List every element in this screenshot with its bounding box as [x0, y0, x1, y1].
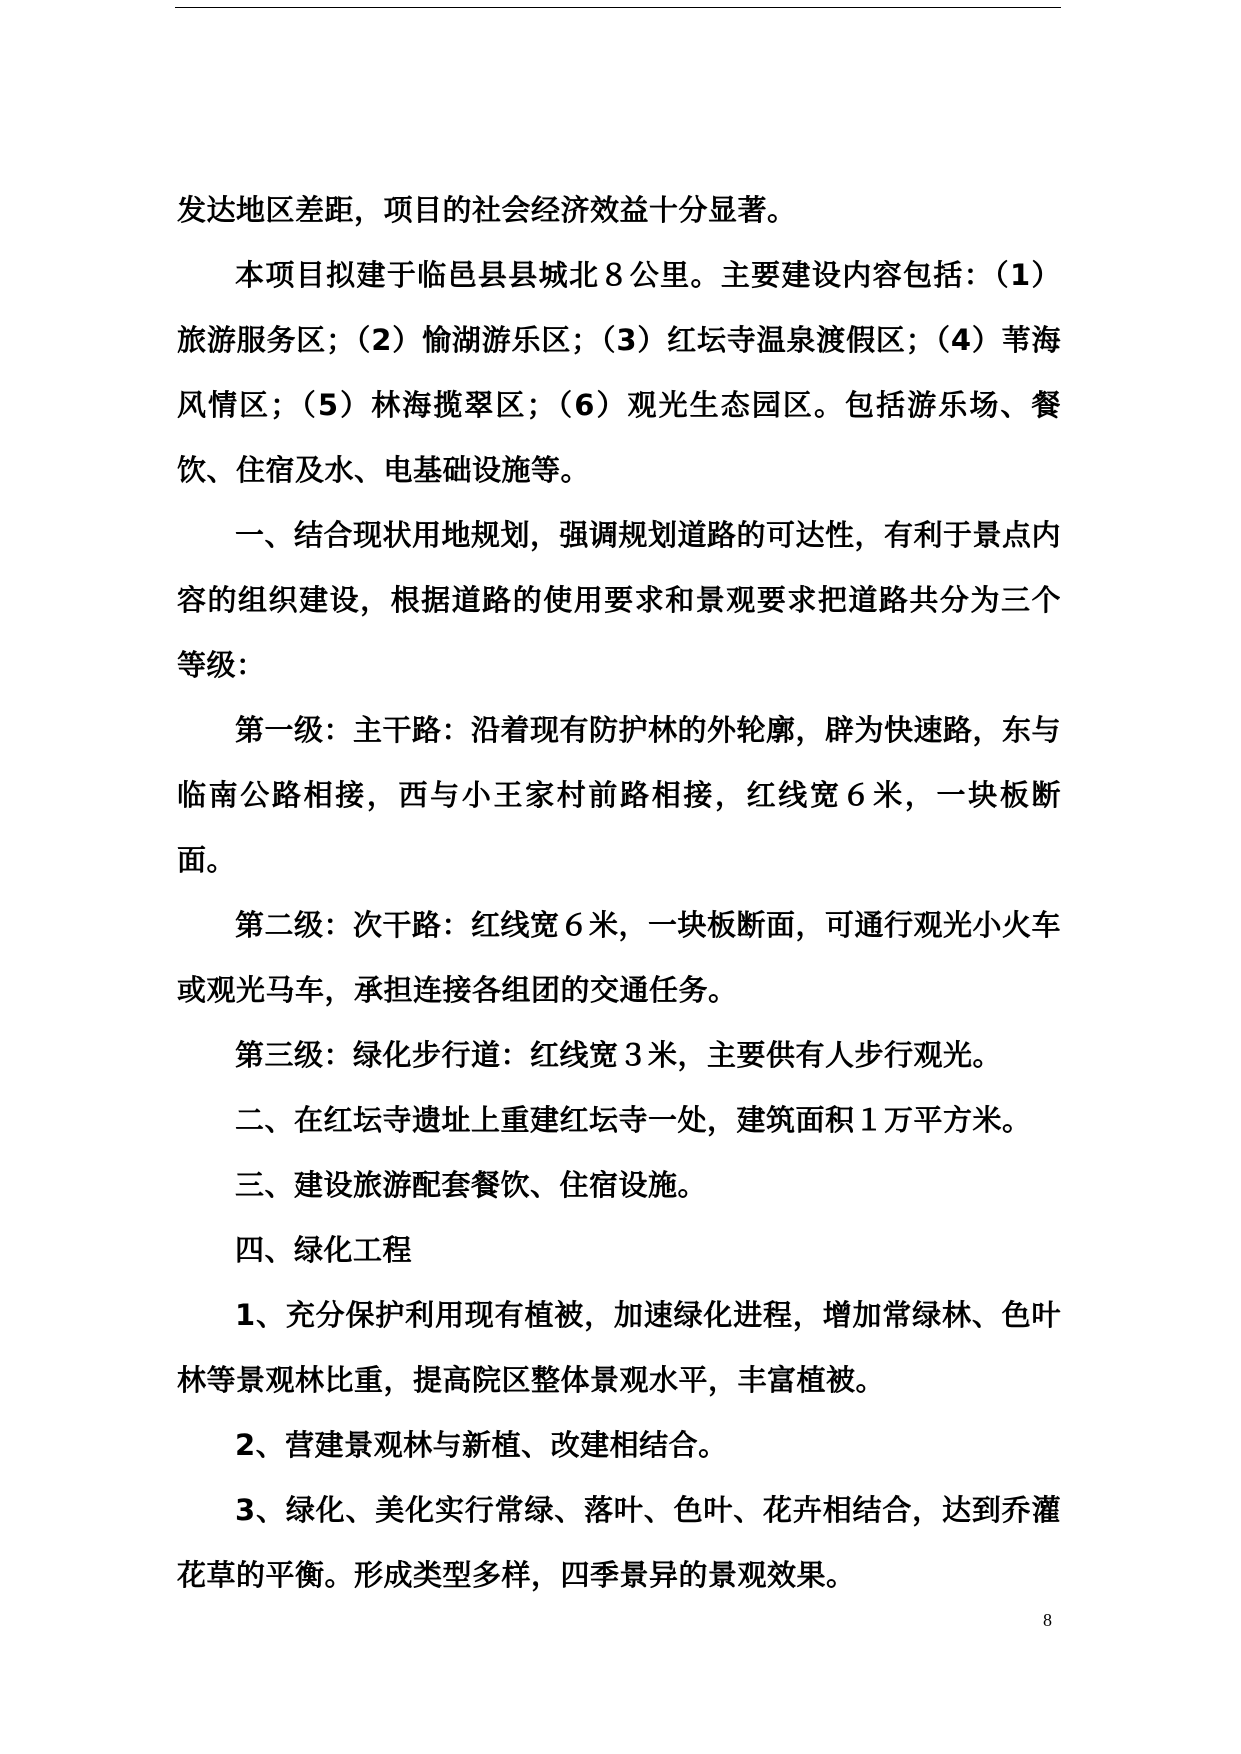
paragraph-9: 四、绿化工程	[235, 1233, 413, 1267]
paragraph-1: 发达地区差距，项目的社会经济效益十分显著。	[177, 193, 797, 227]
paragraph-3: 一、结合现状用地规划，强调规划道路的可达性，有利于景点内容的组织建设，根据道路的使用要求和景观要求把道路共分为三个等级：	[177, 518, 1062, 682]
header-rule	[175, 7, 1061, 8]
paragraph-8: 三、建设旅游配套餐饮、住宿设施。	[235, 1168, 708, 1202]
paragraph-7: 二、在红坛寺遗址上重建红坛寺一处，建筑面积１万平方米。	[235, 1103, 1032, 1137]
paragraph-2: 本项目拟建于临邑县县城北８公里。主要建设内容包括：（1）旅游服务区；（2）愉湖游乐区；（3）红坛寺温泉渡假区；（4）苇海风情区；（5）林海揽翠区；（6）观光生态园区。包括游乐场、餐饮、住宿及水、电基础设施等。	[177, 258, 1061, 487]
page-number: 8	[1043, 1610, 1052, 1630]
paragraph-11: 2、营建景观林与新植、改建相结合。	[235, 1428, 728, 1462]
paragraph-4: 第一级：主干路：沿着现有防护林的外轮廓，辟为快速路，东与临南公路相接，西与小王家村前路相接，红线宽６米，一块板断面。	[177, 713, 1062, 877]
document-body	[177, 178, 1061, 1608]
paragraph-12: 3、绿化、美化实行常绿、落叶、色叶、花卉相结合，达到乔灌花草的平衡。形成类型多样，四季景异的景观效果。	[177, 1493, 1061, 1592]
paragraph-6: 第三级：绿化步行道：红线宽３米，主要供有人步行观光。	[235, 1038, 1003, 1072]
paragraph-10: 1、充分保护利用现有植被，加速绿化进程，增加常绿林、色叶林等景观林比重，提高院区整体景观水平，丰富植被。	[177, 1298, 1061, 1397]
paragraph-5: 第二级：次干路：红线宽６米，一块板断面，可通行观光小火车或观光马车，承担连接各组团的交通任务。	[177, 908, 1062, 1007]
